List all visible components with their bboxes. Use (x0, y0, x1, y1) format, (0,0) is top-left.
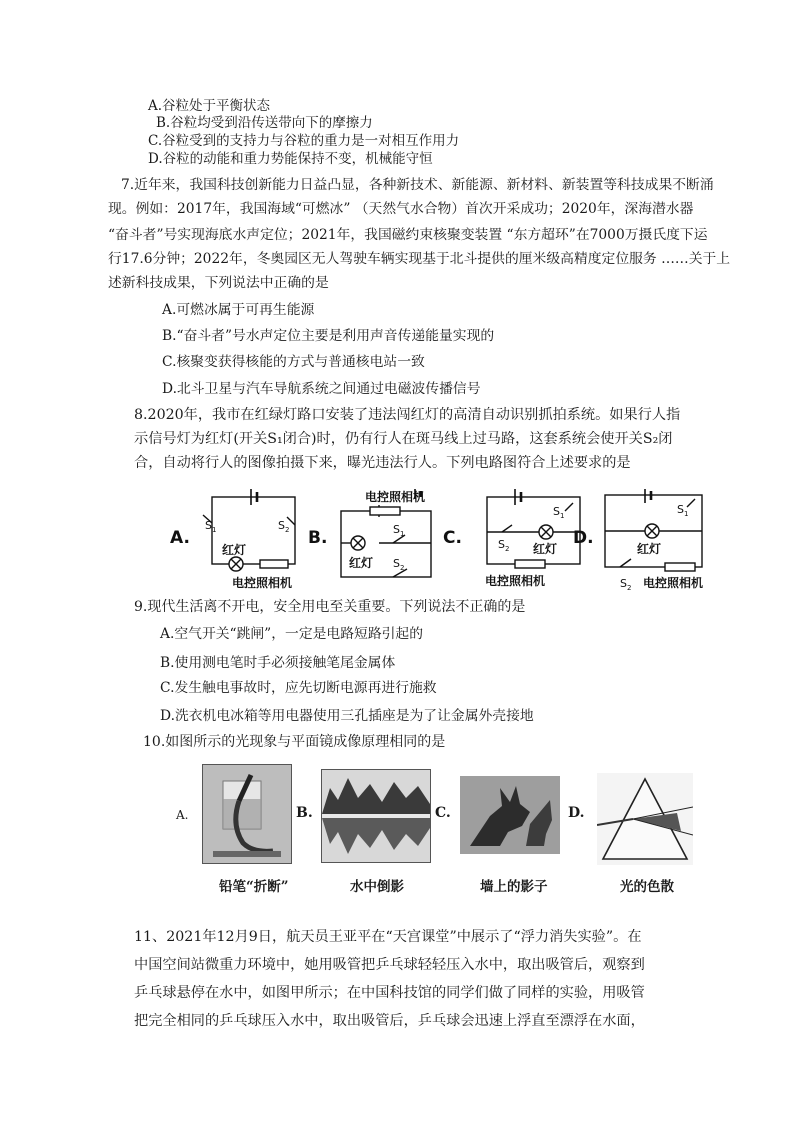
a-lamp-label: 红灯 (222, 543, 247, 557)
d-s2: $S_2$ (620, 577, 632, 592)
q11-stem-line-4: 把完全相同的乒乓球压入水中，取出吸管后，乒乓球会迅速上浮直至漂浮在水面， (134, 1013, 645, 1029)
photo-wall-shadow (460, 776, 560, 854)
circuit-diagrams-svg (165, 485, 725, 595)
caption-d: 光的色散 (620, 879, 674, 895)
photo-label-b: B. (296, 805, 313, 821)
a-camera-label: 电控照相机 (232, 576, 293, 590)
circuit-diagrams (165, 485, 725, 595)
d-camera-label: 电控照相机 (643, 576, 704, 590)
c-camera-label: 电控照相机 (485, 574, 546, 588)
photo-label-d: D. (568, 805, 585, 821)
circuit-label-b: B. (308, 528, 328, 548)
q7-option-c: C.核聚变获得核能的方式与普通核电站一致 (162, 354, 425, 370)
d-lamp-label: 红灯 (637, 542, 662, 556)
photo-water-reflection (321, 769, 431, 863)
circuit-label-d: D. (573, 528, 594, 548)
photo-label-a: A. (176, 808, 189, 822)
circuit-c (487, 489, 580, 568)
c-s1: $S_1$ (553, 505, 565, 520)
q8-stem-line-1: 8.2020年，我市在红绿灯路口安装了违法闯红灯的高清自动识别抓拍系统。如果行人指 (134, 407, 681, 423)
q7-stem-line-5: 述新科技成果，下列说法中正确的是 (108, 275, 329, 291)
hand-shadow-icon (460, 776, 560, 854)
b-s2: $S_2$ (393, 557, 405, 572)
q6-option-c: C.谷粒受到的支持力与谷粒的重力是一对相互作用力 (148, 133, 460, 149)
a-s2: $S_2$ (278, 519, 290, 534)
reflection-landscape-icon (322, 770, 430, 862)
q7-option-a: A.可燃冰属于可再生能源 (162, 302, 315, 318)
q9-option-c: C.发生触电事故时，应先切断电源再进行施救 (160, 680, 437, 696)
circuit-label-a: A. (170, 528, 190, 548)
q11-stem-line-2: 中国空间站微重力环境中，她用吸管把乒乓球轻轻压入水中，取出吸管后，观察到 (134, 957, 645, 973)
photo-prism-dispersion (597, 773, 693, 865)
q6-option-d: D.谷粒的动能和重力势能保持不变，机械能守恒 (148, 151, 433, 167)
q7-stem-line-2: 现。例如：2017年，我国海域“可燃冰” （天然气水合物）首次开采成功；2020年，深海潜水器 (108, 201, 694, 217)
q7-stem-line-1: 7.近年来，我国科技创新能力日益凸显，各种新技术、新能源、新材料、新装置等科技成果不断涌 (121, 177, 714, 193)
photo-pencil-in-water (202, 764, 292, 864)
q6-option-b: B.谷粒均受到沿传送带向下的摩擦力 (156, 115, 373, 131)
q11-stem-line-3: 乒乓球悬停在水中，如图甲所示；在中国科技馆的同学们做了同样的实验，用吸管 (134, 985, 645, 1001)
q6-option-a: A.谷粒处于平衡状态 (148, 98, 271, 114)
a-s1: $S_1$ (205, 519, 217, 534)
q9-option-d: D.洗衣机电冰箱等用电器使用三孔插座是为了让金属外壳接地 (160, 708, 534, 724)
caption-b: 水中倒影 (350, 879, 404, 895)
caption-a: 铅笔“折断” (219, 879, 289, 895)
q8-stem-line-2: 示信号灯为红灯(开关S₁闭合)时，仍有行人在斑马线上过马路，这套系统会使开关S₂闭 (134, 431, 673, 447)
q11-stem-line-1: 11、2021年12月9日，航天员王亚平在“天宫课堂”中展示了“浮力消失实验”。在 (134, 929, 642, 945)
q9-stem: 9.现代生活离不开电，安全用电至关重要。下列说法不正确的是 (134, 599, 526, 615)
b-camera-label: 电控照相机 (365, 490, 426, 504)
b-s1: $S_1$ (393, 523, 405, 538)
d-s1: $S_1$ (677, 503, 689, 518)
q9-option-b: B.使用测电笔时手必须接触笔尾金属体 (160, 655, 396, 671)
q7-option-d: D.北斗卫星与汽车导航系统之间通过电磁波传播信号 (162, 381, 481, 397)
circuit-d (605, 489, 702, 571)
q9-option-a: A.空气开关“跳闸”，一定是电路短路引起的 (160, 626, 424, 642)
q10-stem: 10.如图所示的光现象与平面镜成像原理相同的是 (143, 734, 446, 750)
caption-c: 墙上的影子 (480, 879, 548, 895)
pencil-glass-icon (203, 765, 291, 863)
prism-icon (597, 773, 693, 865)
photo-label-c: C. (435, 805, 451, 821)
q7-stem-line-3: “奋斗者”号实现海底水声定位；2021年，我国磁约束核聚变装置 “东方超环”在7000万摄氏度下运 (108, 227, 708, 243)
q7-stem-line-4: 行17.6分钟；2022年，冬奥园区无人驾驶车辆实现基于北斗提供的厘米级高精度定位服务 ……关于上 (108, 251, 731, 267)
q8-stem-line-3: 合，自动将行人的图像拍摄下来，曝光违法行人。下列电路图符合上述要求的是 (134, 455, 631, 471)
circuit-label-c: C. (443, 528, 462, 548)
q7-option-b: B.“奋斗者”号水声定位主要是利用声音传递能量实现的 (162, 328, 495, 344)
b-lamp-label: 红灯 (349, 556, 374, 570)
c-lamp-label: 红灯 (533, 542, 558, 556)
c-s2: $S_2$ (498, 538, 510, 553)
